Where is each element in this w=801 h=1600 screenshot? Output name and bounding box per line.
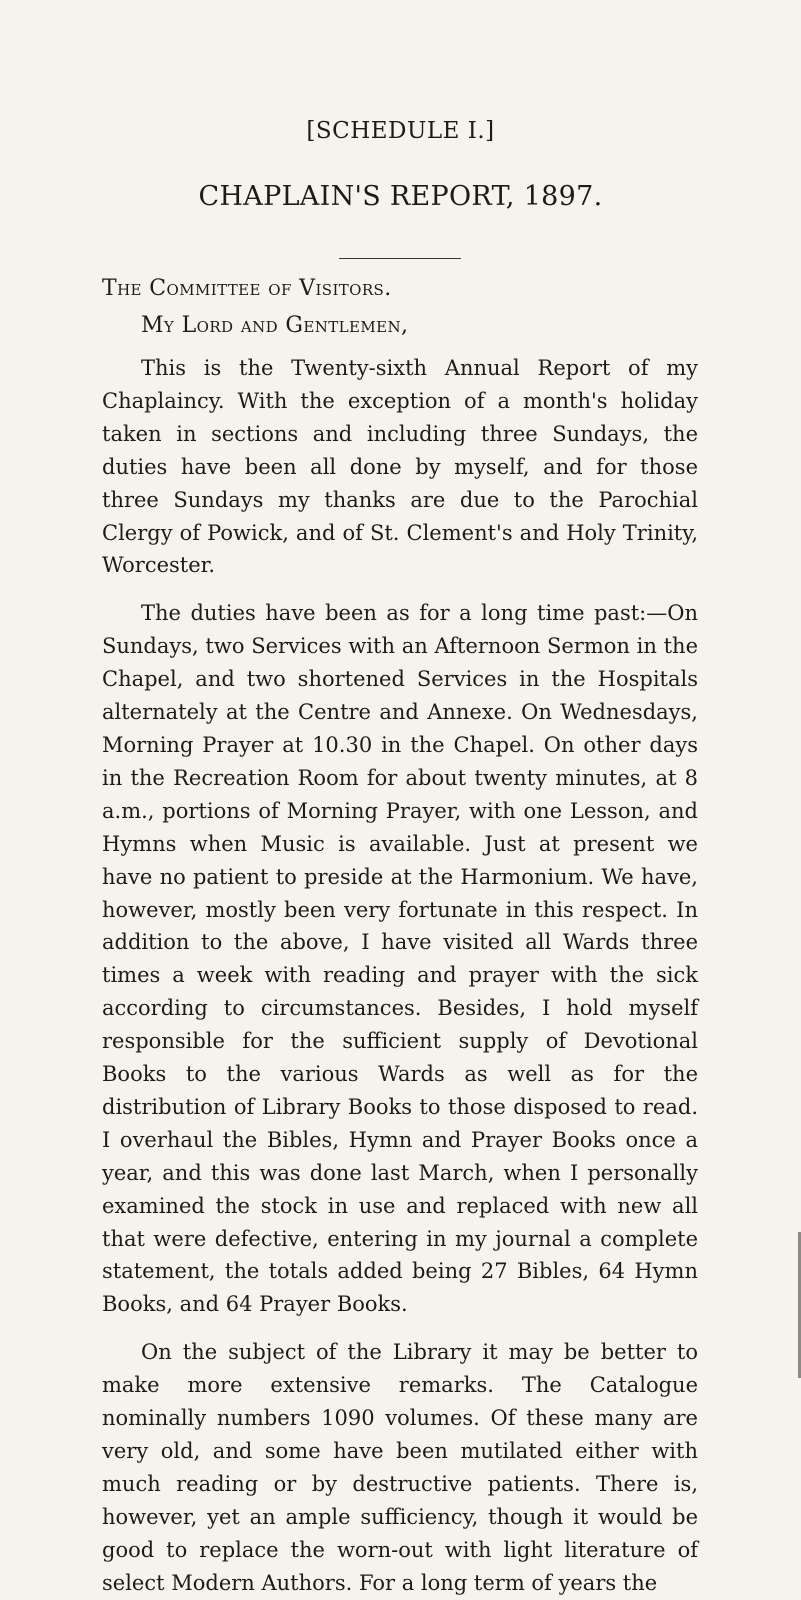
paragraph-duties: The duties have been as for a long time past:—On Sundays, two Services with an Afternoon Sermon in the Chapel, and two shortened Services in the Hospitals alternately at the Centre and Annexe. On Wednesdays, Morning Prayer at 10.30 in the Chapel. On other days in the Recreation Room for about twenty minutes, at 8 a.m., portions of Morning Prayer, with one Lesson, and Hymns when Music is available. Just at present we have no patient to preside at the Harmonium. We have, however, mostly been very fortunate in this respect. In addition to the above, I have visited all Wards three times a week with reading and prayer with the sick according to circumstances. Besides, I hold myself responsible for the sufficient supply of Devotional Books to the various Wards as well as for the distribution of Library Books to those disposed to read. I overhaul the Bibles, Hymn and Prayer Books once a year, and this was done last March, when I personally examined the stock in use and replaced with new all that were defective, entering in my journal a complete statement, the totals added being 27 Bibles, 64 Hymn Books, and 64 Prayer Books.	[102, 601, 698, 1317]
addressee-line: The Committee of Visitors.	[102, 276, 392, 301]
paragraph-library: On the subject of the Library it may be better to make more extensive remarks. The Catalogue nominally numbers 1090 volumes. Of these many are very old, and some have been mutilated either with much reading or by destructive patients. There is, however, yet an ample sufficiency, though it would be good to replace the worn-out with light literature of select Modern Authors. For a long term of years the	[102, 1340, 698, 1595]
salutation-line: My Lord and Gentlemen,	[141, 313, 409, 338]
paragraph-chaplaincy-intro: This is the Twenty-sixth Annual Report of my Chaplaincy. With the exception of a month's holiday taken in sections and including three Sundays, the duties have been all done by myself, and for those three Sundays my thanks are due to the Parochial Clergy of Powick, and of St. Clement's and Holy Trinity, Worcester.	[102, 356, 698, 578]
report-body	[102, 352, 698, 1600]
report-title: CHAPLAIN'S REPORT, 1897.	[198, 181, 603, 212]
schedule-heading: [SCHEDULE I.]	[306, 118, 495, 144]
title-divider	[339, 258, 461, 259]
